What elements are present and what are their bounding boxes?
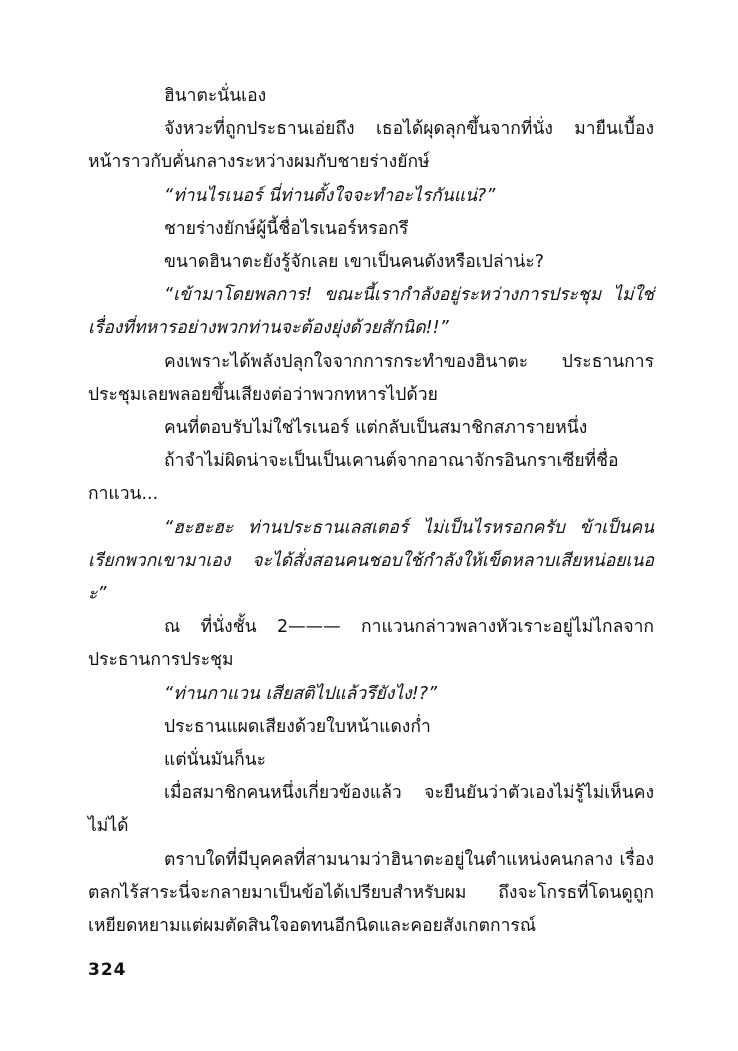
paragraph: จังหวะที่ถูกประธานเอ่ยถึง เธอได้ผุดลุกขึ้นจากที่นั่ง มายืนเบื้องหน้าราวกับคั่นกลางระหว่างผมกับชายร่างยักษ์ [88, 119, 654, 173]
paragraph: แต่นั่นมันก็นะ [164, 750, 267, 771]
paragraph: ณ ที่นั่งชั้น 2——— กาแวนกล่าวพลางหัวเราะอยู่ไม่ไกลจากประธานการประชุม [88, 617, 654, 671]
page-number: 324 [88, 960, 127, 980]
paragraph: ฮินาตะนั่นเอง [164, 86, 267, 106]
paragraph: คนที่ตอบรับไม่ใช่ไรเนอร์ แต่กลับเป็นสมาชิกสภารายหนึ่ง [164, 418, 588, 439]
dialog-paragraph: “ท่านไรเนอร์ นี่ท่านตั้งใจจะทำอะไรกันแน่?” [164, 185, 496, 206]
paragraph: ประธานแผดเสียงด้วยใบหน้าแดงก่ำ [164, 716, 431, 737]
page-body-text [88, 80, 654, 943]
dialog-paragraph: “เข้ามาโดยพลการ! ขณะนี้เรากำลังอยู่ระหว่างการประชุม ไม่ใช่เรื่องที่ทหารอย่างพวกท่านจะต้องยุ่งด้วยสักนิด!!” [88, 285, 654, 339]
paragraph: คงเพราะได้พลังปลุกใจจากการกระทำของฮินาตะ ประธานการประชุมเลยพลอยขึ้นเสียงต่อว่าพวกทหารไปด้วย [88, 351, 654, 405]
dialog-paragraph: “ท่านกาแวน เสียสติไปแล้วรึยังไง!?” [164, 683, 438, 704]
paragraph: ขนาดฮินาตะยังรู้จักเลย เขาเป็นคนดังหรือเปล่าน่ะ? [164, 252, 545, 273]
dialog-paragraph: “ฮะฮะฮะ ท่านประธานเลสเตอร์ ไม่เป็นไรหรอกครับ ข้าเป็นคนเรียกพวกเขามาเอง จะได้สั่งสอนคนชอบใช้กำลังให้เข็ดหลาบเสียหน่อยเนอะ” [88, 517, 654, 605]
paragraph: ชายร่างยักษ์ผู้นี้ชื่อไรเนอร์หรอกรึ [164, 218, 409, 239]
paragraph: ตราบใดที่มีบุคคลที่สามนามว่าฮินาตะอยู่ในตำแหน่งคนกลาง เรื่องตลกไร้สาระนี่จะกลายมาเป็นข้อได้เปรียบสำหรับผม ถึงจะโกรธที่โดนดูถูกเหยียดหยามแต่ผมตัดสินใจอดทนอีกนิดและคอยสังเกตการณ์ [88, 849, 654, 937]
paragraph: ถ้าจำไม่ผิดน่าจะเป็นเป็นเคานต์จากอาณาจักรอินกราเซียที่ชื่อกาแวน... [88, 451, 619, 505]
paragraph: เมื่อสมาชิกคนหนึ่งเกี่ยวข้องแล้ว จะยืนยันว่าตัวเองไม่รู้ไม่เห็นคงไม่ได้ [88, 783, 654, 837]
